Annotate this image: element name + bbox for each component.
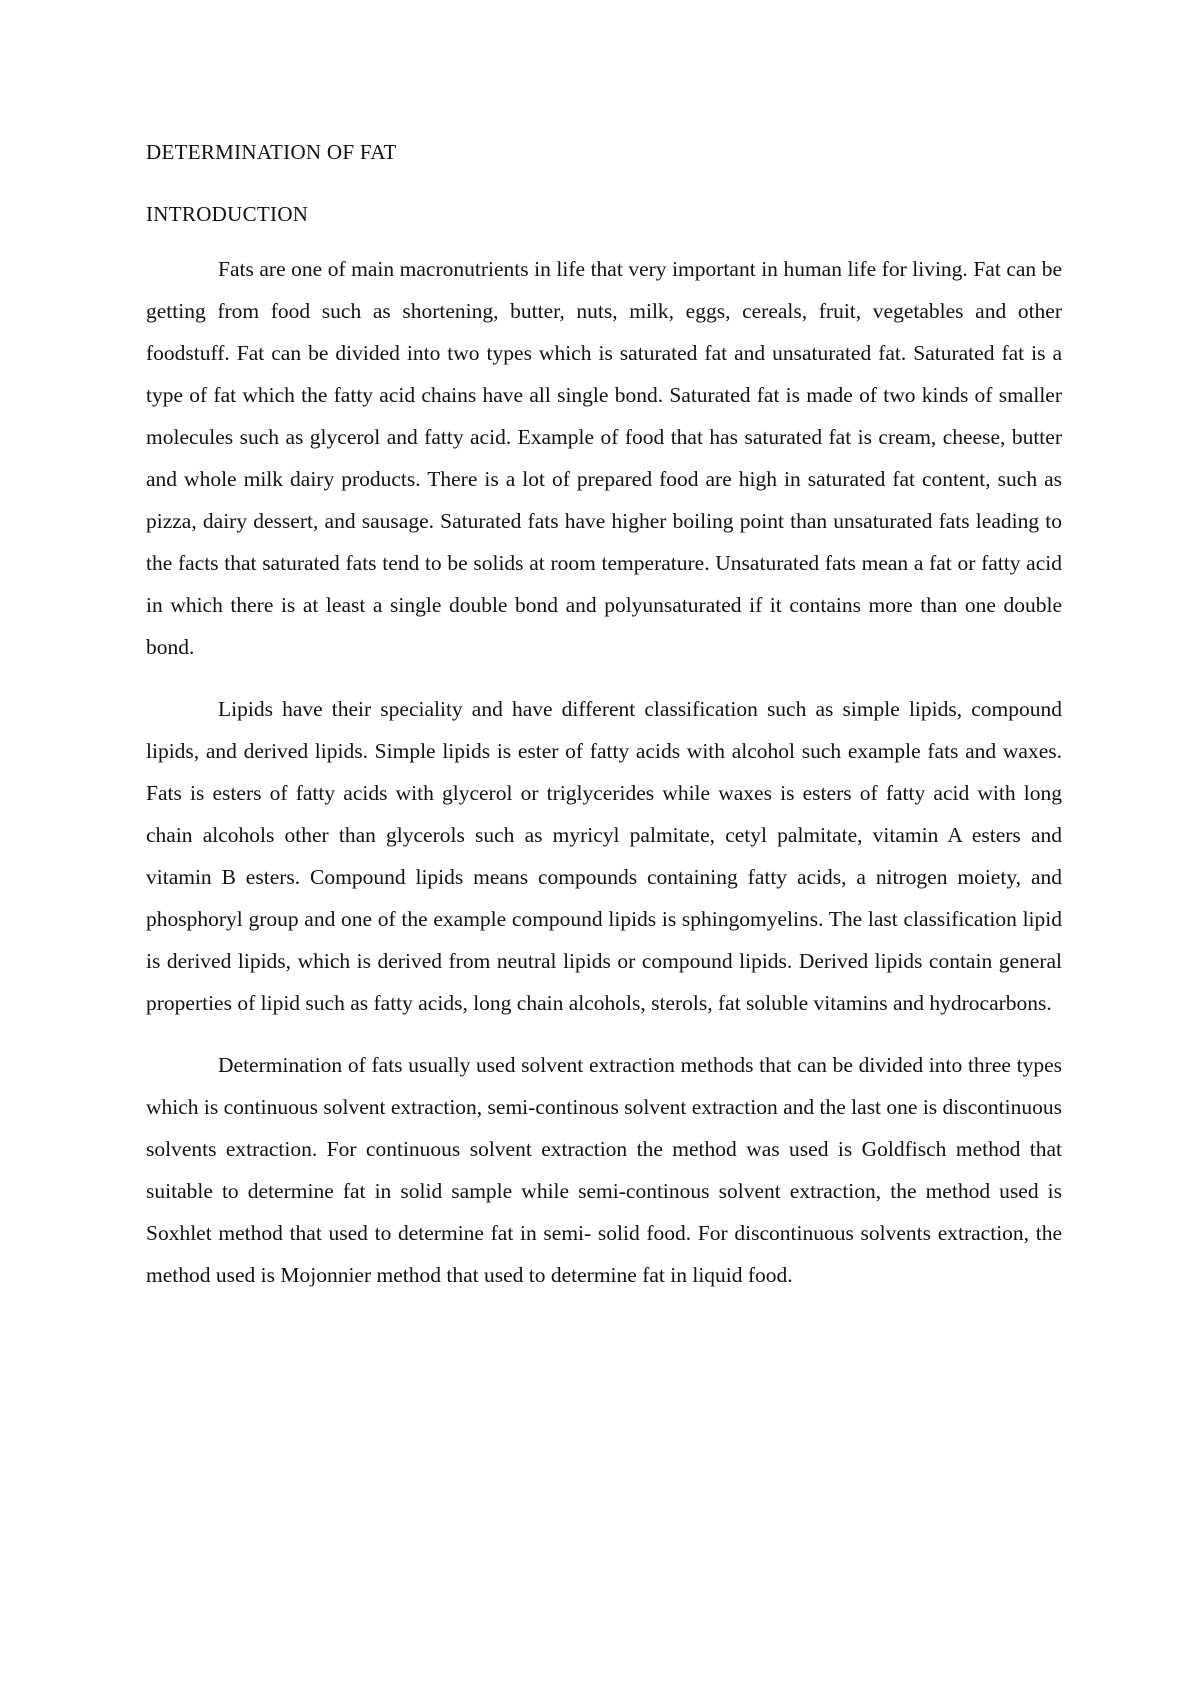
paragraph-lipid-classification: Lipids have their speciality and have different classification such as simple lipids, compound lipids, and derived lipids. Simple lipids is ester of fatty acids with alcohol such example fats and waxes. Fats is esters of fatty acids with glycerol or triglycerides while waxes is esters of fatty acid with long chain alcohols other than glycerols such as myricyl palmitate, cetyl palmitate, vitamin A esters and vitamin B esters. Compound lipids means compounds containing fatty acids, a nitrogen moiety, and phosphoryl group and one of the example compound lipids is sphingomyelins. The last classification lipid is derived lipids, which is derived from neutral lipids or compound lipids. Derived lipids contain general properties of lipid such as fatty acids, long chain alcohols, sterols, fat soluble vitamins and hydrocarbons. [146, 697, 1062, 1015]
paragraph-fats-overview: Fats are one of main macronutrients in life that very important in human life for living. Fat can be getting from food such as shortening, butter, nuts, milk, eggs, cereals, fruit, vegetables and other foodstuff. Fat can be divided into two types which is saturated fat and unsaturated fat. Saturated fat is a type of fat which the fatty acid chains have all single bond. Saturated fat is made of two kinds of smaller molecules such as glycerol and fatty acid. Example of food that has saturated fat is cream, cheese, butter and whole milk dairy products. There is a lot of prepared food are high in saturated fat content, such as pizza, dairy dessert, and sausage. Saturated fats have higher boiling point than unsaturated fats leading to the facts that saturated fats tend to be solids at room temperature. Unsaturated fats mean a fat or fatty acid in which there is at least a single double bond and polyunsaturated if it contains more than one double bond. [146, 257, 1062, 659]
paragraph-fat-determination-methods: Determination of fats usually used solvent extraction methods that can be divided into three types which is continuous solvent extraction, semi-continous solvent extraction and the last one is discontinuous solvents extraction. For continuous solvent extraction the method was used is Goldfisch method that suitable to determine fat in solid sample while semi-continous solvent extraction, the method used is Soxhlet method that used to determine fat in semi- solid food. For discontinuous solvents extraction, the method used is Mojonnier method that used to determine fat in liquid food. [146, 1053, 1062, 1287]
document-body [146, 138, 1062, 1296]
section-heading-introduction: INTRODUCTION [146, 202, 309, 226]
document-title: DETERMINATION OF FAT [146, 140, 397, 164]
